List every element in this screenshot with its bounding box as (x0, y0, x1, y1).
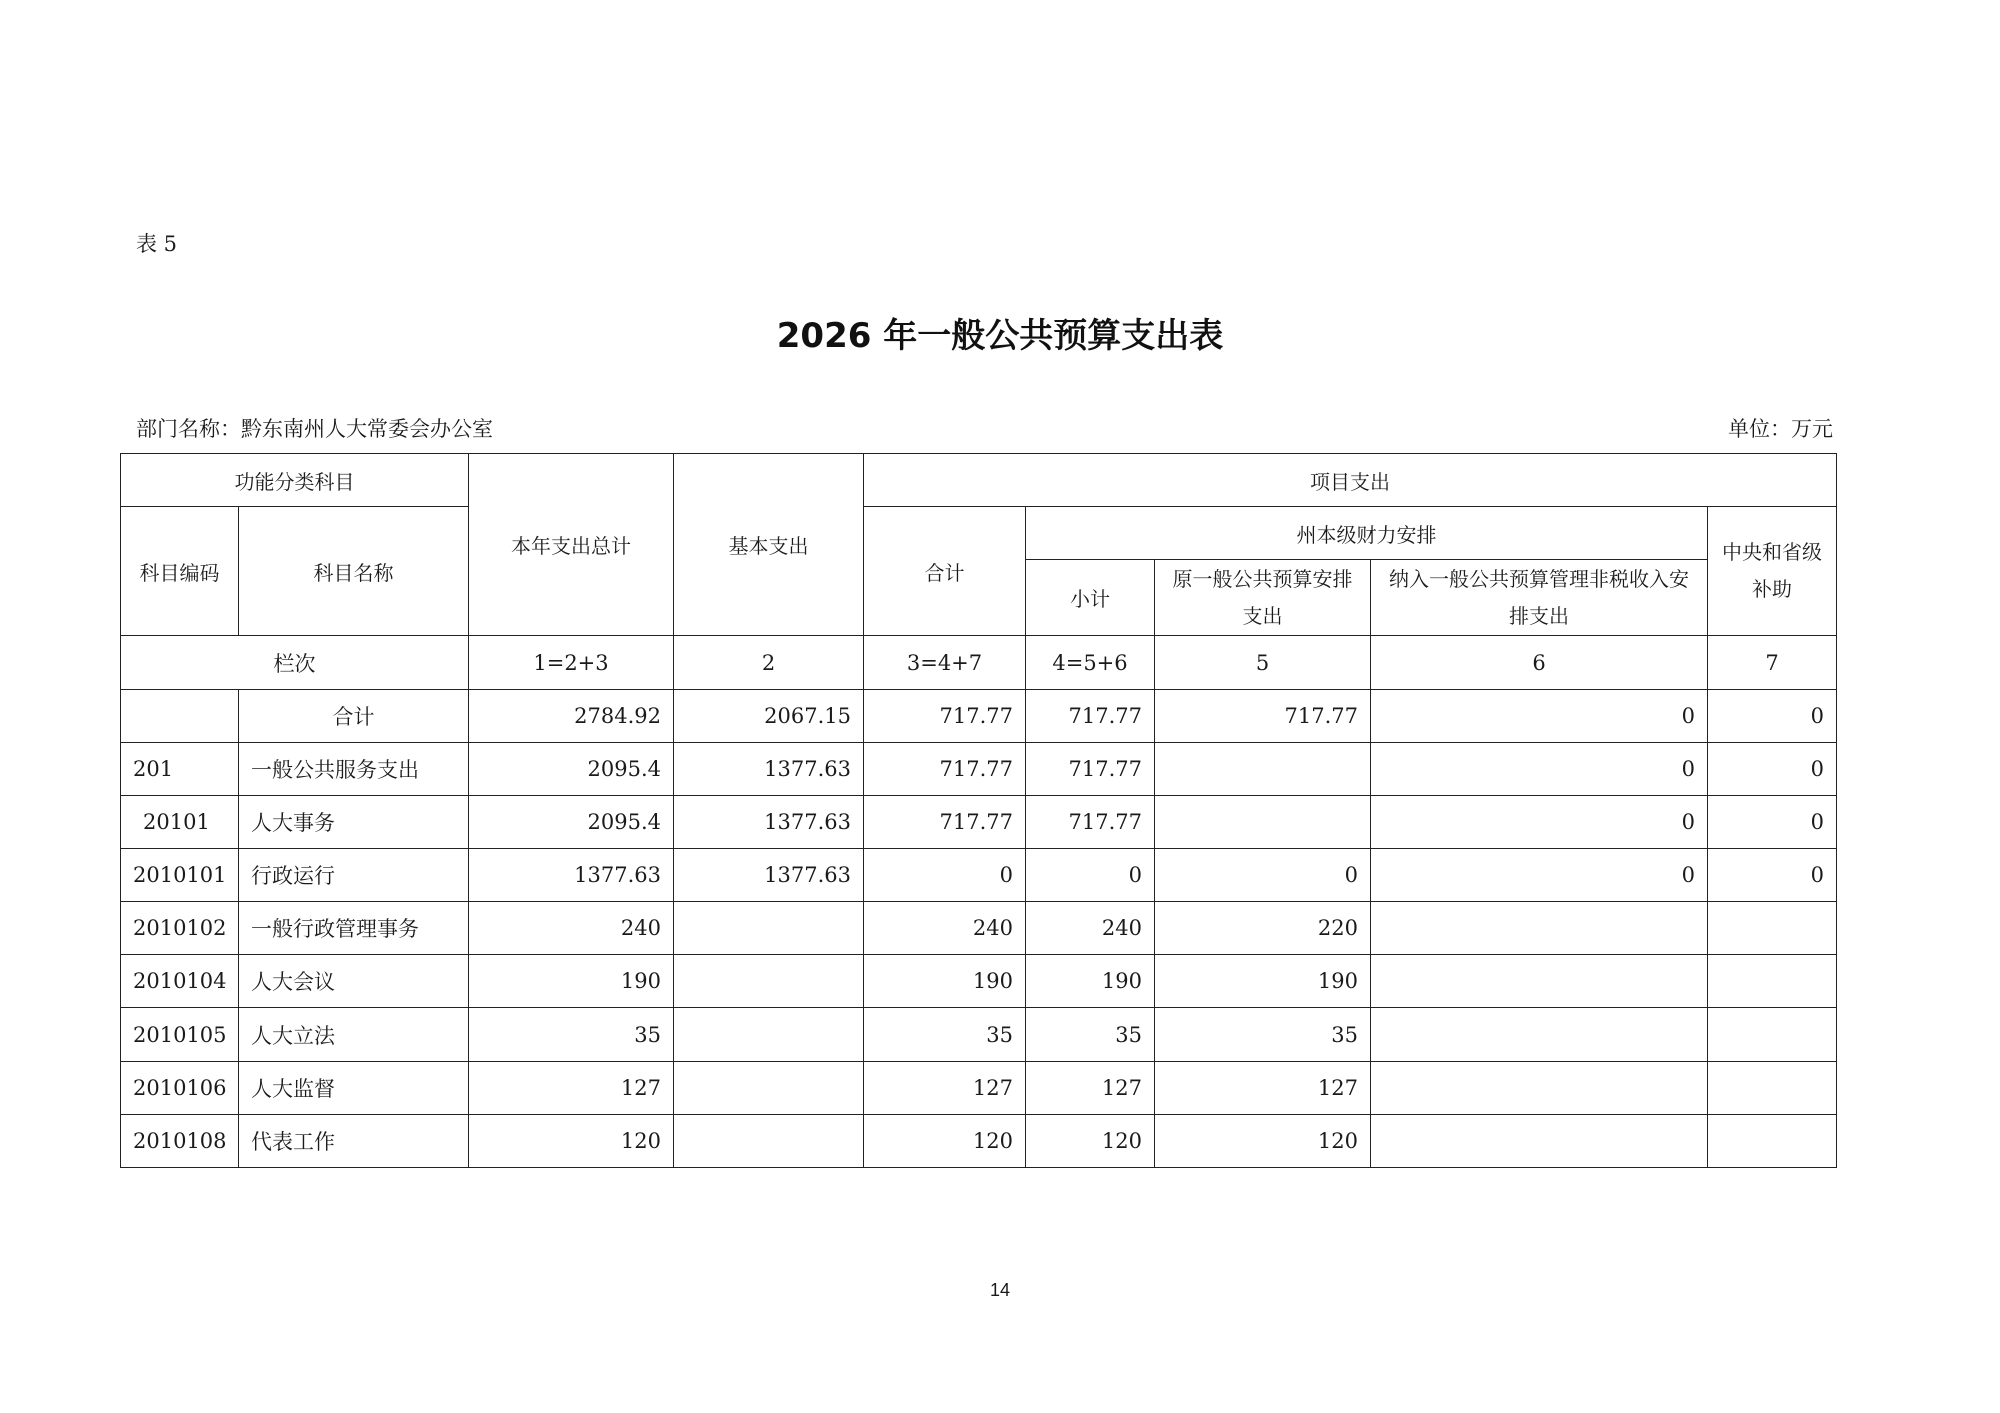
cell-project-total: 717.77 (864, 742, 1026, 795)
page-title: 2026 年一般公共预算支出表 (776, 316, 1224, 356)
table-row (121, 1114, 1837, 1167)
table-row (121, 742, 1837, 795)
cell-nontax (1371, 955, 1708, 1008)
cell-total: 240 (469, 902, 674, 955)
cell-nontax (1371, 1008, 1708, 1061)
header-state-level: 州本级财力安排 (1026, 507, 1708, 560)
cell-code: 2010101 (121, 849, 239, 902)
cell-name: 合计 (239, 689, 469, 742)
cell-orig-general: 127 (1155, 1061, 1371, 1114)
cell-orig-general: 190 (1155, 955, 1371, 1008)
department-name: 部门名称：黔东南州人大常委会办公室 (136, 417, 493, 441)
cell-name: 代表工作 (239, 1114, 469, 1167)
cell-nontax (1371, 1061, 1708, 1114)
cell-project-total: 717.77 (864, 795, 1026, 848)
cell-nontax (1371, 902, 1708, 955)
cell-total: 2095.4 (469, 795, 674, 848)
header-subtotal: 小计 (1026, 560, 1155, 636)
cell-nontax (1371, 1114, 1708, 1167)
cell-orig-general: 35 (1155, 1008, 1371, 1061)
cell-name: 人大立法 (239, 1008, 469, 1061)
header-nontax: 纳入一般公共预算管理非税收入安排支出 (1371, 560, 1708, 636)
cell-name: 一般行政管理事务 (239, 902, 469, 955)
cell-code: 2010108 (121, 1114, 239, 1167)
cell-basic: 1377.63 (674, 849, 864, 902)
cell-central-prov: 0 (1708, 849, 1837, 902)
cell-code (121, 689, 239, 742)
cell-project-total: 35 (864, 1008, 1026, 1061)
column-index-4: 4=5+6 (1026, 636, 1155, 689)
column-index-1: 1=2+3 (469, 636, 674, 689)
cell-basic (674, 1114, 864, 1167)
cell-name: 一般公共服务支出 (239, 742, 469, 795)
cell-orig-general: 0 (1155, 849, 1371, 902)
cell-total: 1377.63 (469, 849, 674, 902)
cell-subtotal: 717.77 (1026, 742, 1155, 795)
cell-basic: 1377.63 (674, 742, 864, 795)
cell-basic (674, 902, 864, 955)
cell-subtotal: 127 (1026, 1061, 1155, 1114)
cell-orig-general: 717.77 (1155, 689, 1371, 742)
cell-project-total: 120 (864, 1114, 1026, 1167)
cell-project-total: 717.77 (864, 689, 1026, 742)
cell-code: 2010106 (121, 1061, 239, 1114)
header-orig-general: 原一般公共预算安排支出 (1155, 560, 1371, 636)
header-row-1 (121, 454, 1837, 507)
cell-subtotal: 120 (1026, 1114, 1155, 1167)
cell-project-total: 127 (864, 1061, 1026, 1114)
cell-code: 2010105 (121, 1008, 239, 1061)
header-project-total: 合计 (864, 507, 1026, 636)
budget-table (120, 453, 1837, 1168)
header-func-class: 功能分类科目 (121, 454, 469, 507)
column-index-5: 5 (1155, 636, 1371, 689)
table-row (121, 1008, 1837, 1061)
cell-code: 201 (121, 742, 239, 795)
cell-basic (674, 1008, 864, 1061)
cell-central-prov (1708, 1114, 1837, 1167)
cell-name: 人大会议 (239, 955, 469, 1008)
table-label: 表 5 (136, 232, 178, 256)
cell-central-prov: 0 (1708, 742, 1837, 795)
column-index-7: 7 (1708, 636, 1837, 689)
column-index-2: 2 (674, 636, 864, 689)
cell-central-prov (1708, 1008, 1837, 1061)
column-index-6: 6 (1371, 636, 1708, 689)
cell-central-prov (1708, 1061, 1837, 1114)
table-row (121, 849, 1837, 902)
cell-nontax: 0 (1371, 795, 1708, 848)
cell-basic: 2067.15 (674, 689, 864, 742)
cell-orig-general (1155, 742, 1371, 795)
header-project-expense: 项目支出 (864, 454, 1837, 507)
total-row (121, 689, 1837, 742)
header-row-2 (121, 507, 1837, 560)
unit-label: 单位：万元 (1728, 417, 1833, 441)
table-row (121, 795, 1837, 848)
cell-name: 行政运行 (239, 849, 469, 902)
cell-orig-general: 120 (1155, 1114, 1371, 1167)
cell-total: 120 (469, 1114, 674, 1167)
page-number: 14 (989, 1280, 1011, 1300)
cell-nontax: 0 (1371, 689, 1708, 742)
header-basic-expense: 基本支出 (674, 454, 864, 636)
cell-central-prov: 0 (1708, 795, 1837, 848)
cell-subtotal: 35 (1026, 1008, 1155, 1061)
cell-total: 127 (469, 1061, 674, 1114)
cell-central-prov (1708, 902, 1837, 955)
cell-subtotal: 0 (1026, 849, 1155, 902)
table-row (121, 902, 1837, 955)
cell-basic (674, 955, 864, 1008)
cell-total: 2784.92 (469, 689, 674, 742)
cell-orig-general (1155, 795, 1371, 848)
cell-basic: 1377.63 (674, 795, 864, 848)
cell-central-prov: 0 (1708, 689, 1837, 742)
cell-orig-general: 220 (1155, 902, 1371, 955)
header-central-prov: 中央和省级补助 (1708, 507, 1837, 636)
cell-code: 20101 (121, 795, 239, 848)
cell-project-total: 240 (864, 902, 1026, 955)
cell-code: 2010102 (121, 902, 239, 955)
cell-subtotal: 240 (1026, 902, 1155, 955)
cell-name: 人大事务 (239, 795, 469, 848)
header-subject-name: 科目名称 (239, 507, 469, 636)
column-index-label: 栏次 (121, 636, 469, 689)
cell-nontax: 0 (1371, 849, 1708, 902)
column-index-3: 3=4+7 (864, 636, 1026, 689)
cell-total: 2095.4 (469, 742, 674, 795)
cell-subtotal: 717.77 (1026, 689, 1155, 742)
cell-central-prov (1708, 955, 1837, 1008)
cell-subtotal: 190 (1026, 955, 1155, 1008)
cell-code: 2010104 (121, 955, 239, 1008)
column-index-row (121, 636, 1837, 689)
cell-basic (674, 1061, 864, 1114)
cell-name: 人大监督 (239, 1061, 469, 1114)
header-total-expense: 本年支出总计 (469, 454, 674, 636)
cell-subtotal: 717.77 (1026, 795, 1155, 848)
cell-project-total: 0 (864, 849, 1026, 902)
table-row (121, 1061, 1837, 1114)
cell-total: 190 (469, 955, 674, 1008)
table-row (121, 955, 1837, 1008)
cell-nontax: 0 (1371, 742, 1708, 795)
header-subject-code: 科目编码 (121, 507, 239, 636)
cell-total: 35 (469, 1008, 674, 1061)
cell-project-total: 190 (864, 955, 1026, 1008)
